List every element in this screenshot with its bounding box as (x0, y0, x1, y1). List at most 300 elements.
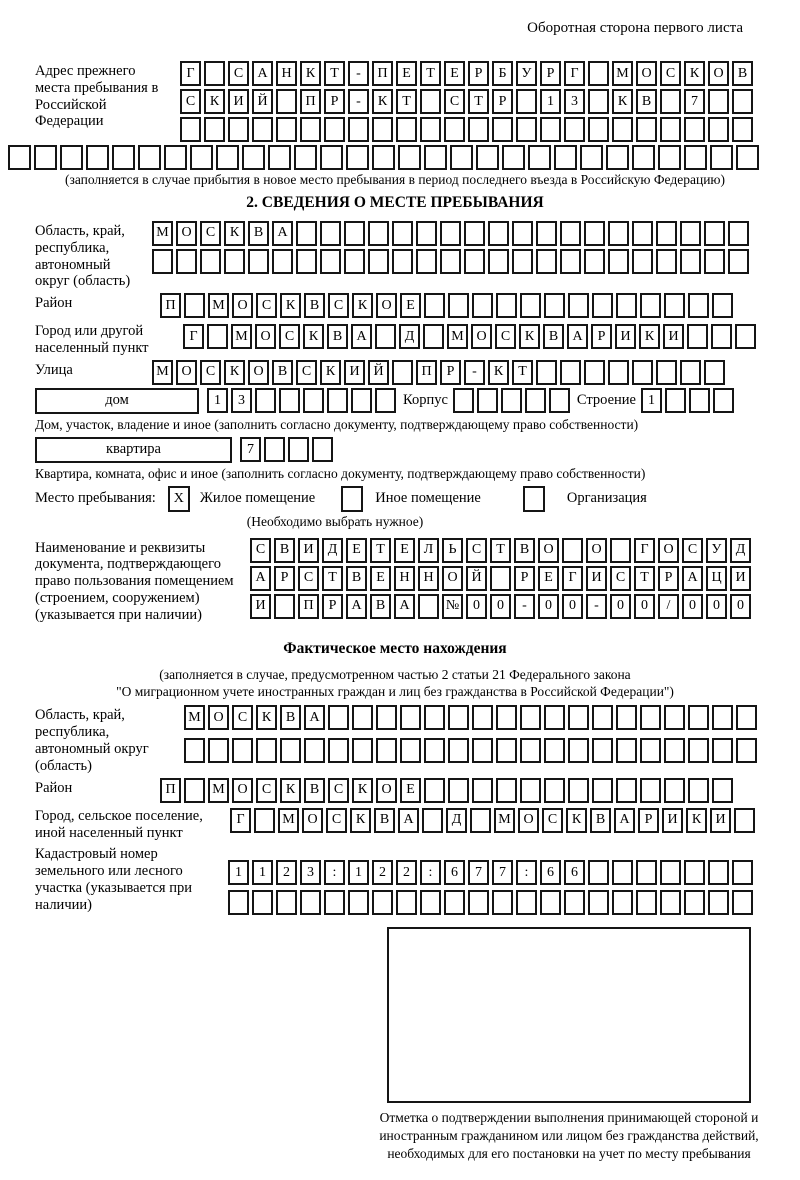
char-cell[interactable]: К (372, 89, 393, 114)
char-cell[interactable] (320, 145, 343, 170)
char-cell[interactable]: 1 (641, 388, 662, 413)
char-cell[interactable]: Ь (442, 538, 463, 563)
char-cell[interactable] (732, 890, 753, 915)
char-cell[interactable]: О (442, 566, 463, 591)
char-cell[interactable] (708, 117, 729, 142)
char-cell[interactable] (528, 145, 551, 170)
char-cell[interactable]: С (256, 293, 277, 318)
char-cell[interactable]: С (279, 324, 300, 349)
char-cell[interactable] (684, 860, 705, 885)
char-cell[interactable]: И (344, 360, 365, 385)
char-cell[interactable] (684, 145, 707, 170)
char-cell[interactable]: К (686, 808, 707, 833)
char-cell[interactable] (418, 594, 439, 619)
char-cell[interactable] (512, 249, 533, 274)
char-cell[interactable]: К (224, 221, 245, 246)
char-cell[interactable]: У (706, 538, 727, 563)
char-cell[interactable]: Е (538, 566, 559, 591)
char-cell[interactable] (424, 705, 445, 730)
char-cell[interactable] (588, 117, 609, 142)
char-cell[interactable] (476, 145, 499, 170)
char-cell[interactable] (640, 778, 661, 803)
char-cell[interactable] (472, 778, 493, 803)
char-cell[interactable]: О (255, 324, 276, 349)
char-cell[interactable] (60, 145, 83, 170)
char-cell[interactable] (580, 145, 603, 170)
char-cell[interactable]: И (663, 324, 684, 349)
char-cell[interactable] (568, 778, 589, 803)
char-cell[interactable]: К (566, 808, 587, 833)
char-cell[interactable]: С (232, 705, 253, 730)
char-cell[interactable] (396, 890, 417, 915)
char-cell[interactable] (636, 860, 657, 885)
char-cell[interactable]: В (543, 324, 564, 349)
char-cell[interactable] (520, 293, 541, 318)
char-cell[interactable]: Б (492, 61, 513, 86)
char-cell[interactable] (420, 890, 441, 915)
char-cell[interactable] (544, 778, 565, 803)
char-cell[interactable] (423, 324, 444, 349)
char-cell[interactable] (86, 145, 109, 170)
char-cell[interactable] (496, 778, 517, 803)
char-cell[interactable] (665, 388, 686, 413)
char-cell[interactable]: В (732, 61, 753, 86)
char-cell[interactable]: Е (400, 778, 421, 803)
char-cell[interactable] (732, 117, 753, 142)
char-cell[interactable]: В (248, 221, 269, 246)
char-cell[interactable] (520, 738, 541, 763)
char-cell[interactable] (216, 145, 239, 170)
char-cell[interactable]: К (280, 778, 301, 803)
char-cell[interactable] (640, 705, 661, 730)
char-cell[interactable]: 0 (562, 594, 583, 619)
char-cell[interactable]: С (444, 89, 465, 114)
char-cell[interactable] (564, 117, 585, 142)
char-cell[interactable]: Н (418, 566, 439, 591)
char-cell[interactable]: А (272, 221, 293, 246)
char-cell[interactable] (252, 117, 273, 142)
char-cell[interactable]: О (586, 538, 607, 563)
char-cell[interactable] (477, 388, 498, 413)
char-cell[interactable] (470, 808, 491, 833)
char-cell[interactable]: И (730, 566, 751, 591)
char-cell[interactable]: 0 (730, 594, 751, 619)
char-cell[interactable] (352, 738, 373, 763)
char-cell[interactable] (496, 705, 517, 730)
char-cell[interactable]: П (416, 360, 437, 385)
char-cell[interactable]: К (204, 89, 225, 114)
char-cell[interactable] (208, 738, 229, 763)
char-cell[interactable]: И (615, 324, 636, 349)
char-cell[interactable] (368, 221, 389, 246)
char-cell[interactable] (248, 249, 269, 274)
char-cell[interactable] (324, 117, 345, 142)
char-cell[interactable]: М (184, 705, 205, 730)
char-cell[interactable]: - (348, 61, 369, 86)
char-cell[interactable] (544, 293, 565, 318)
char-cell[interactable] (416, 221, 437, 246)
char-cell[interactable] (664, 778, 685, 803)
char-cell[interactable] (472, 705, 493, 730)
char-cell[interactable]: С (200, 360, 221, 385)
char-cell[interactable]: Р (638, 808, 659, 833)
char-cell[interactable] (684, 890, 705, 915)
char-cell[interactable] (272, 249, 293, 274)
char-cell[interactable] (468, 890, 489, 915)
char-cell[interactable]: 1 (348, 860, 369, 885)
char-cell[interactable]: 0 (610, 594, 631, 619)
char-cell[interactable]: О (636, 61, 657, 86)
char-cell[interactable]: К (303, 324, 324, 349)
char-cell[interactable]: Г (562, 566, 583, 591)
char-cell[interactable] (704, 360, 725, 385)
char-cell[interactable]: 3 (564, 89, 585, 114)
char-cell[interactable] (708, 89, 729, 114)
char-cell[interactable] (228, 117, 249, 142)
char-cell[interactable] (536, 221, 557, 246)
char-cell[interactable] (728, 249, 749, 274)
char-cell[interactable] (560, 249, 581, 274)
char-cell[interactable] (680, 360, 701, 385)
char-cell[interactable]: С (495, 324, 516, 349)
char-cell[interactable] (680, 249, 701, 274)
char-cell[interactable] (616, 778, 637, 803)
char-cell[interactable]: В (327, 324, 348, 349)
char-cell[interactable] (516, 117, 537, 142)
char-cell[interactable] (448, 738, 469, 763)
char-cell[interactable]: Р (492, 89, 513, 114)
char-cell[interactable] (232, 738, 253, 763)
char-cell[interactable]: М (208, 293, 229, 318)
char-cell[interactable]: Р (468, 61, 489, 86)
char-cell[interactable] (264, 437, 285, 462)
char-cell[interactable] (544, 705, 565, 730)
char-cell[interactable]: / (658, 594, 679, 619)
char-cell[interactable] (422, 808, 443, 833)
char-cell[interactable]: Л (418, 538, 439, 563)
char-cell[interactable] (632, 145, 655, 170)
char-cell[interactable] (207, 324, 228, 349)
char-cell[interactable] (688, 778, 709, 803)
char-cell[interactable] (636, 890, 657, 915)
char-cell[interactable] (472, 738, 493, 763)
char-cell[interactable] (592, 778, 613, 803)
char-cell[interactable]: К (352, 293, 373, 318)
char-cell[interactable]: О (376, 778, 397, 803)
char-cell[interactable] (608, 249, 629, 274)
char-cell[interactable]: К (256, 705, 277, 730)
char-cell[interactable] (448, 778, 469, 803)
char-cell[interactable] (444, 117, 465, 142)
char-cell[interactable]: 7 (468, 860, 489, 885)
char-cell[interactable] (190, 145, 213, 170)
char-cell[interactable] (492, 117, 513, 142)
char-cell[interactable] (416, 249, 437, 274)
char-cell[interactable] (656, 221, 677, 246)
char-cell[interactable] (496, 293, 517, 318)
char-cell[interactable]: Д (399, 324, 420, 349)
checkbox-other-premises[interactable] (341, 486, 363, 512)
char-cell[interactable]: О (538, 538, 559, 563)
char-cell[interactable]: Н (276, 61, 297, 86)
char-cell[interactable]: А (304, 705, 325, 730)
char-cell[interactable] (440, 221, 461, 246)
char-cell[interactable]: О (176, 360, 197, 385)
char-cell[interactable] (376, 738, 397, 763)
char-cell[interactable]: Е (394, 538, 415, 563)
char-cell[interactable]: Г (180, 61, 201, 86)
char-cell[interactable] (632, 249, 653, 274)
char-cell[interactable] (320, 221, 341, 246)
char-cell[interactable]: Т (370, 538, 391, 563)
char-cell[interactable] (632, 360, 653, 385)
char-cell[interactable] (424, 778, 445, 803)
char-cell[interactable] (288, 437, 309, 462)
char-cell[interactable] (520, 778, 541, 803)
char-cell[interactable] (640, 293, 661, 318)
char-cell[interactable] (728, 221, 749, 246)
char-cell[interactable]: 0 (682, 594, 703, 619)
char-cell[interactable]: П (160, 778, 181, 803)
char-cell[interactable]: Г (230, 808, 251, 833)
char-cell[interactable]: В (304, 293, 325, 318)
char-cell[interactable] (400, 705, 421, 730)
char-cell[interactable] (612, 860, 633, 885)
char-cell[interactable]: А (614, 808, 635, 833)
char-cell[interactable]: - (348, 89, 369, 114)
char-cell[interactable]: И (710, 808, 731, 833)
char-cell[interactable] (138, 145, 161, 170)
char-cell[interactable]: И (662, 808, 683, 833)
char-cell[interactable] (536, 249, 557, 274)
char-cell[interactable] (296, 249, 317, 274)
char-cell[interactable] (616, 738, 637, 763)
char-cell[interactable] (608, 360, 629, 385)
char-cell[interactable]: Т (512, 360, 533, 385)
char-cell[interactable] (228, 890, 249, 915)
char-cell[interactable]: Р (324, 89, 345, 114)
char-cell[interactable] (375, 388, 396, 413)
char-cell[interactable] (660, 890, 681, 915)
char-cell[interactable] (606, 145, 629, 170)
char-cell[interactable] (176, 249, 197, 274)
char-cell[interactable]: Р (591, 324, 612, 349)
char-cell[interactable]: К (300, 61, 321, 86)
char-cell[interactable]: 7 (492, 860, 513, 885)
char-cell[interactable] (448, 705, 469, 730)
char-cell[interactable]: К (639, 324, 660, 349)
char-cell[interactable]: 0 (490, 594, 511, 619)
char-cell[interactable]: С (256, 778, 277, 803)
char-cell[interactable] (34, 145, 57, 170)
char-cell[interactable] (516, 89, 537, 114)
char-cell[interactable] (300, 890, 321, 915)
char-cell[interactable]: : (516, 860, 537, 885)
char-cell[interactable] (375, 324, 396, 349)
char-cell[interactable]: 2 (372, 860, 393, 885)
char-cell[interactable] (636, 117, 657, 142)
char-cell[interactable] (348, 117, 369, 142)
char-cell[interactable]: С (328, 778, 349, 803)
char-cell[interactable] (392, 249, 413, 274)
char-cell[interactable]: Т (490, 538, 511, 563)
checkbox-residential[interactable]: X (168, 486, 190, 512)
char-cell[interactable]: В (590, 808, 611, 833)
char-cell[interactable]: А (250, 566, 271, 591)
char-cell[interactable] (420, 117, 441, 142)
char-cell[interactable]: Д (322, 538, 343, 563)
char-cell[interactable] (268, 145, 291, 170)
char-cell[interactable]: И (228, 89, 249, 114)
char-cell[interactable] (713, 388, 734, 413)
char-cell[interactable] (224, 249, 245, 274)
char-cell[interactable]: А (567, 324, 588, 349)
char-cell[interactable]: Е (444, 61, 465, 86)
char-cell[interactable] (448, 293, 469, 318)
char-cell[interactable]: С (682, 538, 703, 563)
char-cell[interactable] (688, 705, 709, 730)
char-cell[interactable] (180, 117, 201, 142)
char-cell[interactable] (588, 89, 609, 114)
char-cell[interactable]: К (612, 89, 633, 114)
checkbox-organization[interactable] (523, 486, 545, 512)
char-cell[interactable] (400, 738, 421, 763)
char-cell[interactable] (732, 89, 753, 114)
char-cell[interactable]: Г (634, 538, 655, 563)
char-cell[interactable]: П (298, 594, 319, 619)
char-cell[interactable] (549, 388, 570, 413)
char-cell[interactable]: Д (446, 808, 467, 833)
char-cell[interactable]: М (278, 808, 299, 833)
char-cell[interactable] (608, 221, 629, 246)
char-cell[interactable]: К (280, 293, 301, 318)
char-cell[interactable]: Е (346, 538, 367, 563)
char-cell[interactable] (616, 705, 637, 730)
char-cell[interactable]: 0 (706, 594, 727, 619)
char-cell[interactable]: А (252, 61, 273, 86)
char-cell[interactable]: В (274, 538, 295, 563)
char-cell[interactable] (464, 221, 485, 246)
char-cell[interactable]: С (296, 360, 317, 385)
char-cell[interactable]: В (374, 808, 395, 833)
char-cell[interactable]: К (684, 61, 705, 86)
char-cell[interactable]: О (232, 293, 253, 318)
char-cell[interactable]: Й (466, 566, 487, 591)
char-cell[interactable] (736, 705, 757, 730)
char-cell[interactable]: В (636, 89, 657, 114)
char-cell[interactable]: П (160, 293, 181, 318)
char-cell[interactable] (324, 890, 345, 915)
char-cell[interactable] (734, 808, 755, 833)
char-cell[interactable] (712, 705, 733, 730)
char-cell[interactable]: - (586, 594, 607, 619)
char-cell[interactable] (344, 249, 365, 274)
char-cell[interactable] (468, 117, 489, 142)
char-cell[interactable]: Д (730, 538, 751, 563)
char-cell[interactable] (562, 538, 583, 563)
char-cell[interactable] (420, 89, 441, 114)
char-cell[interactable] (501, 388, 522, 413)
char-cell[interactable] (656, 360, 677, 385)
char-cell[interactable]: В (272, 360, 293, 385)
char-cell[interactable]: К (224, 360, 245, 385)
char-cell[interactable] (252, 890, 273, 915)
char-cell[interactable]: И (586, 566, 607, 591)
char-cell[interactable]: Н (394, 566, 415, 591)
char-cell[interactable] (640, 738, 661, 763)
char-cell[interactable] (328, 705, 349, 730)
char-cell[interactable] (560, 360, 581, 385)
char-cell[interactable]: Р (440, 360, 461, 385)
char-cell[interactable]: О (232, 778, 253, 803)
char-cell[interactable] (568, 705, 589, 730)
char-cell[interactable] (712, 293, 733, 318)
char-cell[interactable] (688, 738, 709, 763)
char-cell[interactable]: Г (183, 324, 204, 349)
char-cell[interactable]: 3 (231, 388, 252, 413)
char-cell[interactable]: 0 (538, 594, 559, 619)
char-cell[interactable]: О (376, 293, 397, 318)
char-cell[interactable]: П (300, 89, 321, 114)
char-cell[interactable] (276, 890, 297, 915)
char-cell[interactable]: И (250, 594, 271, 619)
char-cell[interactable] (588, 860, 609, 885)
char-cell[interactable]: О (302, 808, 323, 833)
char-cell[interactable] (660, 117, 681, 142)
char-cell[interactable]: Ц (706, 566, 727, 591)
char-cell[interactable] (554, 145, 577, 170)
char-cell[interactable] (516, 890, 537, 915)
char-cell[interactable] (564, 890, 585, 915)
char-cell[interactable]: 7 (684, 89, 705, 114)
char-cell[interactable] (112, 145, 135, 170)
char-cell[interactable] (687, 324, 708, 349)
char-cell[interactable] (736, 738, 757, 763)
char-cell[interactable]: О (518, 808, 539, 833)
char-cell[interactable] (488, 249, 509, 274)
char-cell[interactable] (711, 324, 732, 349)
char-cell[interactable] (592, 705, 613, 730)
char-cell[interactable]: Е (400, 293, 421, 318)
char-cell[interactable]: В (514, 538, 535, 563)
char-cell[interactable] (164, 145, 187, 170)
char-cell[interactable] (710, 145, 733, 170)
char-cell[interactable] (424, 145, 447, 170)
char-cell[interactable] (704, 249, 725, 274)
char-cell[interactable] (444, 890, 465, 915)
char-cell[interactable]: Т (468, 89, 489, 114)
char-cell[interactable]: П (372, 61, 393, 86)
char-cell[interactable]: С (542, 808, 563, 833)
char-cell[interactable]: А (346, 594, 367, 619)
char-cell[interactable] (200, 249, 221, 274)
char-cell[interactable]: - (514, 594, 535, 619)
char-cell[interactable]: О (708, 61, 729, 86)
char-cell[interactable] (440, 249, 461, 274)
char-cell[interactable]: К (320, 360, 341, 385)
char-cell[interactable] (732, 860, 753, 885)
char-cell[interactable] (568, 738, 589, 763)
char-cell[interactable]: С (200, 221, 221, 246)
char-cell[interactable]: У (516, 61, 537, 86)
char-cell[interactable] (352, 705, 373, 730)
char-cell[interactable] (320, 249, 341, 274)
char-cell[interactable]: А (682, 566, 703, 591)
char-cell[interactable] (688, 293, 709, 318)
apartment-type-field[interactable]: квартира (35, 437, 232, 463)
char-cell[interactable] (254, 808, 275, 833)
char-cell[interactable]: И (298, 538, 319, 563)
